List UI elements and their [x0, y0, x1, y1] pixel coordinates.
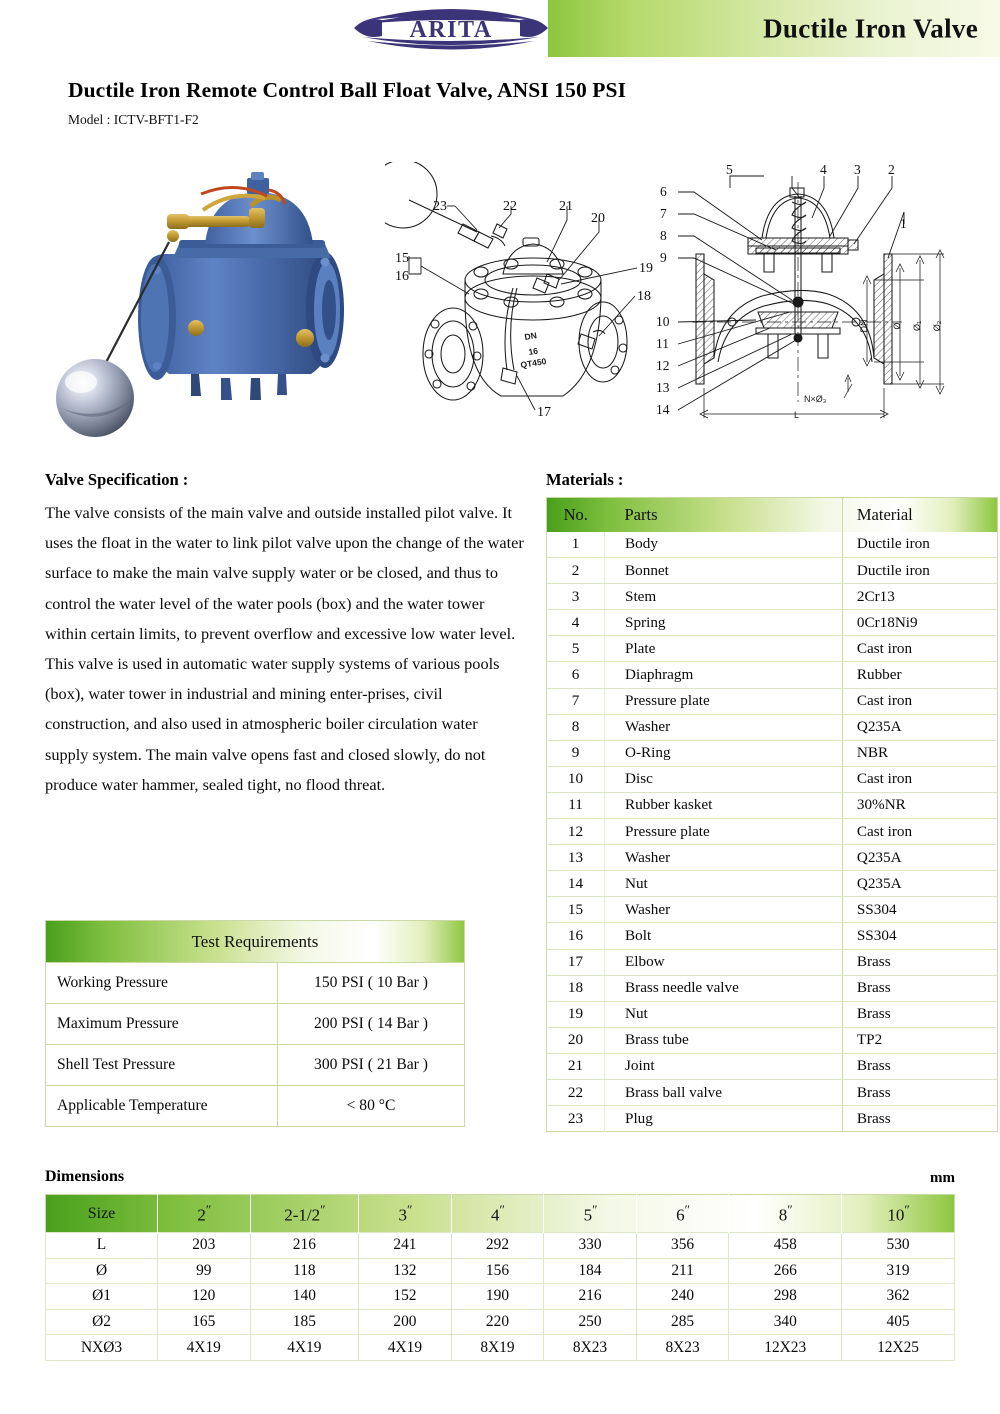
dimension-value: 340 — [729, 1309, 842, 1335]
dimension-row-label: Ø — [46, 1258, 158, 1284]
material-material: Cast iron — [842, 636, 997, 662]
test-row-value: 300 PSI ( 21 Bar ) — [278, 1045, 465, 1086]
dimension-value: 190 — [451, 1284, 544, 1310]
test-requirements-table — [45, 920, 465, 1127]
dimension-value: 165 — [158, 1309, 251, 1335]
dimension-value: 356 — [636, 1233, 729, 1259]
table-row — [547, 766, 998, 792]
table-row — [46, 1233, 955, 1259]
material-material: Rubber — [842, 662, 997, 688]
table-row — [547, 532, 998, 558]
material-material: 30%NR — [842, 792, 997, 818]
dimension-value: 241 — [359, 1233, 452, 1259]
material-part: Brass needle valve — [605, 975, 843, 1001]
materials-heading: Materials : — [546, 470, 624, 489]
dimensions-header-row — [46, 1195, 955, 1233]
material-part: Washer — [605, 845, 843, 871]
table-row — [547, 688, 998, 714]
material-part: Elbow — [605, 949, 843, 975]
dimension-row-label: Ø2 — [46, 1309, 158, 1335]
sec-callout-12: 12 — [656, 358, 670, 373]
dimension-value: 330 — [544, 1233, 637, 1259]
dim-label-d1: Ø₁ — [912, 320, 922, 332]
dim-label-l: L — [794, 410, 800, 420]
material-material: 0Cr18Ni9 — [842, 610, 997, 636]
dimension-value: 12X23 — [729, 1335, 842, 1361]
dimension-value: 530 — [842, 1233, 955, 1259]
dimension-value: 405 — [842, 1309, 955, 1335]
material-part: Body — [605, 532, 843, 558]
valve-specification-heading: Valve Specification : — [45, 470, 189, 489]
materials-col-parts: Parts — [624, 504, 658, 524]
material-no: 18 — [547, 975, 605, 1001]
dimension-row-label: L — [46, 1233, 158, 1259]
dimension-value: 211 — [636, 1258, 729, 1284]
dimension-value: 4X19 — [250, 1335, 359, 1361]
material-no: 14 — [547, 871, 605, 897]
dimensions-col-size: Size — [46, 1195, 158, 1233]
material-part: Pressure plate — [605, 688, 843, 714]
valve-photo-illustration — [33, 158, 378, 448]
dimension-value: 458 — [729, 1233, 842, 1259]
sec-callout-11: 11 — [656, 336, 669, 351]
table-row — [547, 636, 998, 662]
material-material: Cast iron — [842, 819, 997, 845]
material-no: 4 — [547, 610, 605, 636]
test-row-value: < 80 °C — [278, 1086, 465, 1127]
material-material: SS304 — [842, 923, 997, 949]
table-row — [547, 610, 998, 636]
material-part: Brass ball valve — [605, 1079, 843, 1105]
iso-callout-21: 21 — [559, 199, 573, 214]
material-part: Bolt — [605, 923, 843, 949]
test-row-value: 150 PSI ( 10 Bar ) — [278, 963, 465, 1004]
dimension-value: 185 — [250, 1309, 359, 1335]
material-material: NBR — [842, 740, 997, 766]
material-no: 16 — [547, 923, 605, 949]
materials-table — [546, 497, 998, 1132]
header-title: Ductile Iron Valve — [763, 13, 978, 43]
arita-logo — [346, 0, 556, 57]
table-row — [547, 1053, 998, 1079]
dimension-value: 200 — [359, 1309, 452, 1335]
table-row — [547, 662, 998, 688]
material-material: Q235A — [842, 714, 997, 740]
table-row — [547, 1001, 998, 1027]
dimension-value: 132 — [359, 1258, 452, 1284]
table-row — [547, 584, 998, 610]
dimension-value: 4X19 — [158, 1335, 251, 1361]
dimension-value: 120 — [158, 1284, 251, 1310]
material-part: Rubber kasket — [605, 792, 843, 818]
dim-label-d2: Ø₂ — [932, 320, 942, 332]
test-row-label: Applicable Temperature — [46, 1086, 278, 1127]
material-no: 5 — [547, 636, 605, 662]
materials-col-no: No. — [563, 504, 588, 524]
dimension-value: 298 — [729, 1284, 842, 1310]
material-part: Stem — [605, 584, 843, 610]
iso-callout-20: 20 — [591, 211, 605, 226]
material-no: 13 — [547, 845, 605, 871]
table-row — [46, 1284, 955, 1310]
material-material: Q235A — [842, 871, 997, 897]
page-title: Ductile Iron Remote Control Ball Float Valve, ANSI 150 PSI — [68, 78, 627, 102]
dimensions-heading: Dimensions — [45, 1168, 125, 1185]
dimension-value: 4X19 — [359, 1335, 452, 1361]
isometric-assembly-svg — [385, 162, 660, 447]
dimension-value: 99 — [158, 1258, 251, 1284]
dimension-value: 266 — [729, 1258, 842, 1284]
dim-label-d: Ø — [892, 322, 902, 330]
material-part: Plug — [625, 1109, 653, 1127]
table-row — [547, 1079, 998, 1105]
material-no: 21 — [547, 1053, 605, 1079]
dimension-value: 156 — [451, 1258, 544, 1284]
page-header — [0, 0, 1000, 57]
dimension-value: 216 — [544, 1284, 637, 1310]
material-part: Plate — [605, 636, 843, 662]
material-material: SS304 — [842, 897, 997, 923]
cross-section-drawing — [652, 162, 997, 447]
table-row — [547, 1027, 998, 1053]
sec-callout-2: 2 — [888, 162, 895, 177]
iso-callout-19: 19 — [639, 261, 653, 276]
material-part: Bonnet — [605, 558, 843, 584]
body-marking-dn: DN — [523, 330, 538, 342]
sec-callout-5: 5 — [726, 162, 733, 177]
material-no: 8 — [547, 714, 605, 740]
material-no: 7 — [547, 688, 605, 714]
material-material: Ductile iron — [842, 558, 997, 584]
material-no: 3 — [547, 584, 605, 610]
dimension-row-label: NXØ3 — [46, 1335, 158, 1361]
material-material: Cast iron — [842, 688, 997, 714]
title-block — [68, 78, 868, 128]
dimensions-unit-label: mm — [930, 1170, 955, 1186]
dimension-value: 240 — [636, 1284, 729, 1310]
table-row — [46, 1045, 465, 1086]
material-no: 9 — [547, 740, 605, 766]
material-material: Q235A — [842, 845, 997, 871]
dimensions-col-size-7: 8″ — [729, 1195, 842, 1233]
table-row — [547, 949, 998, 975]
table-row — [547, 819, 998, 845]
table-row — [547, 897, 998, 923]
material-no: 19 — [547, 1001, 605, 1027]
dimension-value: 8X19 — [451, 1335, 544, 1361]
dimension-value: 250 — [544, 1309, 637, 1335]
table-row — [46, 1258, 955, 1284]
iso-callout-18: 18 — [637, 289, 651, 304]
material-material: Brass — [842, 949, 997, 975]
material-material: Brass — [842, 1053, 997, 1079]
material-part: Nut — [605, 1001, 843, 1027]
iso-callout-22: 22 — [503, 199, 517, 214]
dimensions-col-size-3: 3″ — [359, 1195, 452, 1233]
dimension-value: 8X23 — [544, 1335, 637, 1361]
sec-callout-8: 8 — [660, 228, 667, 243]
material-material: Brass — [842, 1079, 997, 1105]
table-row — [547, 558, 998, 584]
material-part: Washer — [605, 897, 843, 923]
dimensions-col-size-5: 5″ — [544, 1195, 637, 1233]
material-part: Brass tube — [605, 1027, 843, 1053]
material-material: Ductile iron — [842, 532, 997, 558]
model-number: Model : ICTV-BFT1-F2 — [68, 112, 199, 127]
dimension-value: 362 — [842, 1284, 955, 1310]
table-row — [547, 714, 998, 740]
test-requirements-header-row — [46, 921, 465, 963]
body-marking-material: QT450 — [519, 356, 547, 370]
table-row — [547, 792, 998, 818]
material-part: Spring — [605, 610, 843, 636]
material-material: Brass — [842, 1106, 997, 1132]
materials-header-row — [547, 498, 998, 532]
sec-callout-1: 1 — [900, 216, 907, 231]
material-no: 10 — [547, 766, 605, 792]
material-no: 12 — [547, 819, 605, 845]
cross-section-svg — [652, 162, 997, 447]
dimension-value: 285 — [636, 1309, 729, 1335]
dim-label-dn: DN — [859, 319, 869, 333]
sec-callout-4: 4 — [820, 162, 827, 177]
dimension-value: 140 — [250, 1284, 359, 1310]
svg-text:ARITA: ARITA — [409, 17, 493, 43]
sec-callout-9: 9 — [660, 250, 667, 265]
table-row — [547, 1106, 998, 1132]
table-row — [547, 740, 998, 766]
iso-callout-16: 16 — [395, 269, 409, 284]
material-no: 22 — [547, 1079, 605, 1105]
dimension-value: 292 — [451, 1233, 544, 1259]
arita-logo-icon — [346, 0, 556, 57]
test-row-label: Maximum Pressure — [46, 1004, 278, 1045]
material-part: Nut — [605, 871, 843, 897]
material-part: O-Ring — [605, 740, 843, 766]
sec-callout-7: 7 — [660, 206, 667, 221]
material-no: 11 — [547, 792, 605, 818]
dimensions-col-size-4: 4″ — [451, 1195, 544, 1233]
material-no: 20 — [547, 1027, 605, 1053]
iso-callout-17: 17 — [537, 405, 551, 420]
dimension-value: 118 — [250, 1258, 359, 1284]
table-row — [46, 1335, 955, 1361]
material-material: TP2 — [842, 1027, 997, 1053]
dimensions-col-size-2: 2-1/2″ — [250, 1195, 359, 1233]
table-row — [547, 845, 998, 871]
material-material: 2Cr13 — [842, 584, 997, 610]
material-part: Joint — [605, 1053, 843, 1079]
dimension-value: 184 — [544, 1258, 637, 1284]
material-material: Cast iron — [842, 766, 997, 792]
material-part: Pressure plate — [605, 819, 843, 845]
artwork-row — [0, 150, 1000, 450]
sec-callout-6: 6 — [660, 184, 667, 199]
test-row-value: 200 PSI ( 14 Bar ) — [278, 1004, 465, 1045]
material-part: Washer — [605, 714, 843, 740]
dimension-value: 203 — [158, 1233, 251, 1259]
isometric-drawing — [385, 162, 660, 447]
material-no: 1 — [547, 532, 605, 558]
sec-callout-10: 10 — [656, 314, 670, 329]
table-row — [46, 1086, 465, 1127]
iso-callout-15: 15 — [395, 251, 409, 266]
dimension-value: 8X23 — [636, 1335, 729, 1361]
material-no: 23 — [547, 1106, 605, 1132]
test-row-label: Shell Test Pressure — [46, 1045, 278, 1086]
dimension-value: 152 — [359, 1284, 452, 1310]
material-no: 15 — [547, 897, 605, 923]
table-row — [547, 923, 998, 949]
material-material: Brass — [842, 975, 997, 1001]
sec-callout-13: 13 — [656, 380, 670, 395]
product-photo — [33, 158, 378, 448]
materials-col-material: Material — [842, 498, 997, 532]
dimension-value: 319 — [842, 1258, 955, 1284]
material-no: 17 — [547, 949, 605, 975]
sec-callout-3: 3 — [854, 162, 861, 177]
table-row — [46, 963, 465, 1004]
valve-specification-text: The valve consists of the main valve and outside installed pilot valve. It uses the float in the water to link pilot valve upon the change of the water surface to make the main valve supply water or be closed, and thus to control the water level of the water pools (box) and the water tower within certain limits, to prevent overflow and excessive low water level. This valve is used in automatic water supply systems of various pools (box), water tower in industrial and mining enter-prises, civil construction, and also used in atmospheric boiler circulation water supply system. The main valve opens fast and closed slowly, do not produce water hammer, sealed tight, no flood threat. — [45, 503, 524, 794]
dimensions-col-size-1: 2″ — [158, 1195, 251, 1233]
material-no: 6 — [547, 662, 605, 688]
dimensions-table — [45, 1194, 955, 1361]
dimension-row-label: Ø1 — [46, 1284, 158, 1310]
dimension-value: 12X25 — [842, 1335, 955, 1361]
dimension-value: 220 — [451, 1309, 544, 1335]
table-row — [46, 1309, 955, 1335]
iso-callout-23: 23 — [433, 199, 447, 214]
table-row — [547, 975, 998, 1001]
material-no: 2 — [547, 558, 605, 584]
dimension-value: 216 — [250, 1233, 359, 1259]
dimensions-col-size-6: 6″ — [636, 1195, 729, 1233]
table-row — [547, 871, 998, 897]
material-material: Brass — [842, 1001, 997, 1027]
header-green-band — [548, 0, 1000, 57]
table-row — [46, 1004, 465, 1045]
sec-callout-14: 14 — [656, 402, 670, 417]
dimensions-col-size-8: 10″ — [887, 1201, 909, 1225]
test-row-label: Working Pressure — [46, 963, 278, 1004]
test-requirements-heading: Test Requirements — [191, 931, 319, 951]
dim-label-nxd3: N×Ø₃ — [804, 394, 827, 404]
material-part: Diaphragm — [605, 662, 843, 688]
body-marking-code: 16 — [527, 345, 539, 357]
material-part: Disc — [605, 766, 843, 792]
